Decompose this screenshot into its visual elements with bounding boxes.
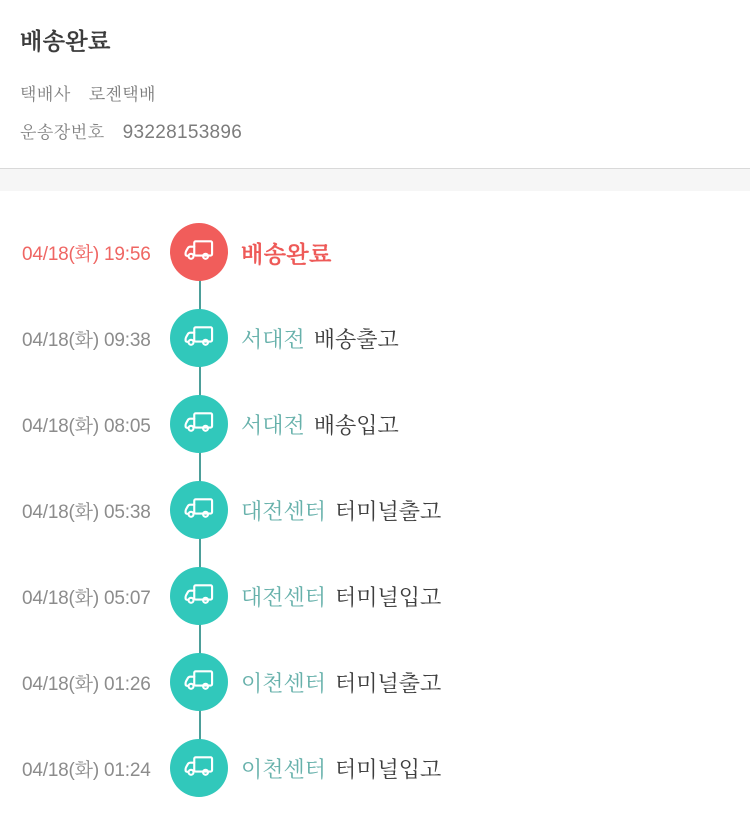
timeline-item — [0, 467, 750, 553]
courier-row — [20, 80, 730, 105]
item-datetime: 04/18(화) 19:56 — [22, 243, 151, 265]
tracking-number-row — [20, 118, 730, 144]
timeline-item — [0, 209, 750, 295]
item-datetime: 04/18(화) 09:38 — [22, 329, 151, 351]
item-text — [241, 753, 441, 784]
truck-icon — [180, 319, 218, 357]
status-icon-circle — [170, 481, 228, 539]
courier-label: 택배사 — [20, 85, 71, 104]
item-location: 이천센터 — [241, 670, 327, 696]
status-icon-circle — [170, 567, 228, 625]
status-icon-circle — [170, 653, 228, 711]
item-text — [241, 667, 441, 698]
timeline-item — [0, 725, 750, 811]
status-icon-circle — [170, 309, 228, 367]
item-location: 서대전 — [241, 412, 305, 438]
truck-icon — [180, 749, 218, 787]
truck-icon — [180, 233, 218, 271]
timeline-item — [0, 381, 750, 467]
section-divider — [0, 169, 750, 191]
item-status: 배송완료 — [241, 240, 332, 267]
item-location: 대전센터 — [241, 584, 327, 610]
timeline-item — [0, 295, 750, 381]
status-icon-circle — [170, 223, 228, 281]
item-location: 대전센터 — [241, 498, 327, 524]
item-datetime: 04/18(화) 08:05 — [22, 415, 151, 437]
item-datetime: 04/18(화) 01:26 — [22, 673, 151, 695]
timeline-rows — [0, 209, 750, 811]
item-status: 배송입고 — [313, 412, 399, 438]
item-status: 배송출고 — [313, 326, 399, 352]
status-icon-circle — [170, 395, 228, 453]
item-location: 이천센터 — [241, 756, 327, 782]
item-text — [241, 495, 441, 526]
item-text — [241, 409, 399, 440]
item-datetime: 04/18(화) 05:38 — [22, 501, 151, 523]
tracking-number-label: 운송장번호 — [20, 123, 105, 142]
timeline-item — [0, 553, 750, 639]
tracking-header — [0, 0, 750, 169]
item-text — [241, 581, 441, 612]
page-title: 배송완료 — [20, 28, 111, 54]
courier-value: 로젠택배 — [88, 85, 156, 104]
item-status: 터미널입고 — [335, 584, 442, 610]
item-datetime: 04/18(화) 01:24 — [22, 759, 151, 781]
truck-icon — [180, 491, 218, 529]
truck-icon — [180, 405, 218, 443]
tracking-timeline — [0, 209, 750, 811]
item-status: 터미널출고 — [335, 498, 442, 524]
tracking-number-value: 93228153896 — [122, 122, 243, 143]
item-status: 터미널입고 — [335, 756, 442, 782]
item-location: 서대전 — [241, 326, 305, 352]
item-datetime: 04/18(화) 05:07 — [22, 587, 151, 609]
item-text — [241, 236, 332, 269]
timeline-item — [0, 639, 750, 725]
status-icon-circle — [170, 739, 228, 797]
item-text — [241, 323, 399, 354]
truck-icon — [180, 577, 218, 615]
truck-icon — [180, 663, 218, 701]
item-status: 터미널출고 — [335, 670, 442, 696]
